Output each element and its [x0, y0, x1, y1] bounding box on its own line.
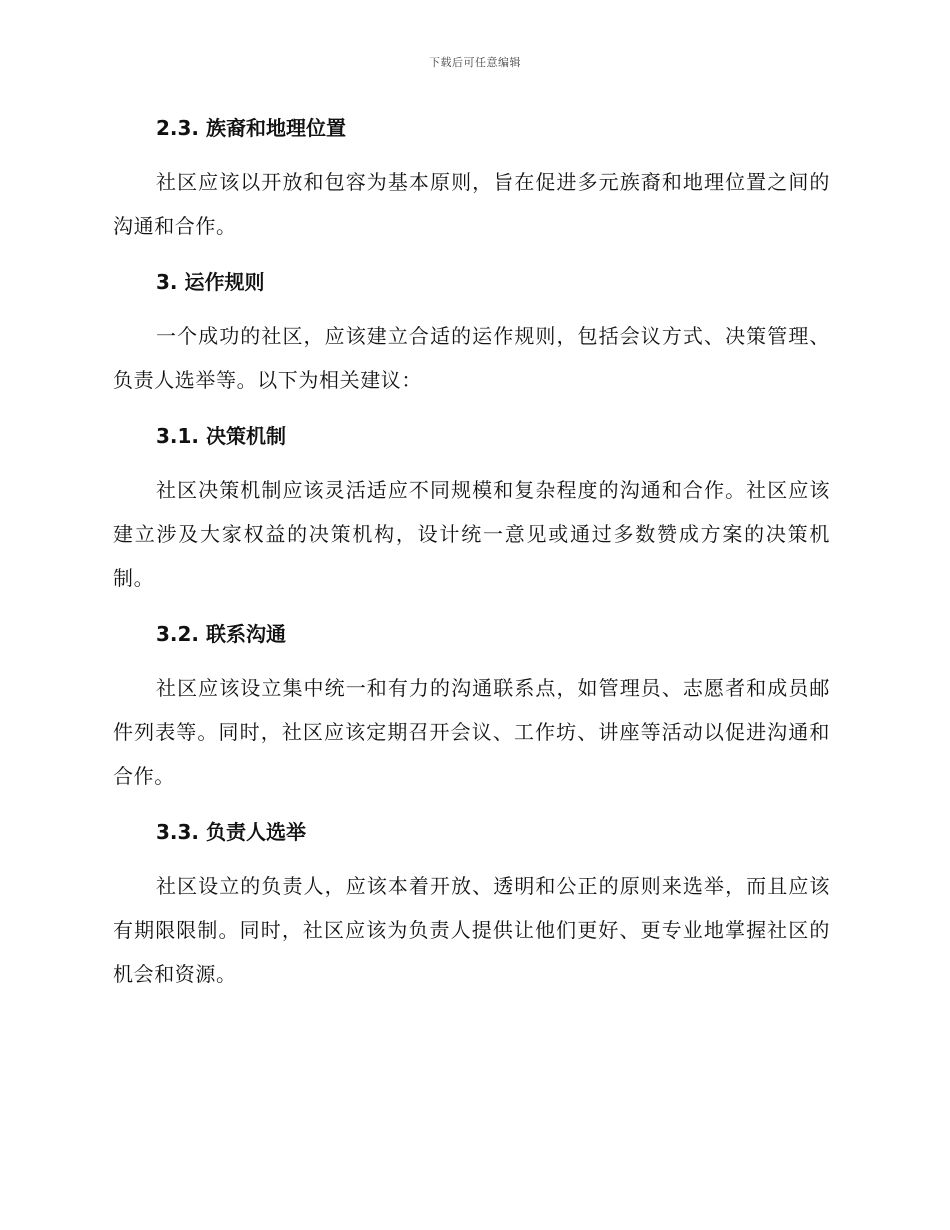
section-heading-3: 3. 运作规则 [156, 270, 265, 294]
section-heading-3-1: 3.1. 决策机制 [156, 424, 286, 448]
section-body-3-1: 社区决策机制应该灵活适应不同规模和复杂程度的沟通和合作。社区应该建立涉及大家权益的决策机构，设计统一意见或通过多数赞成方案的决策机制。 [113, 478, 830, 590]
page-header: 下载后可任意编辑 [429, 56, 521, 69]
section-body-3-2: 社区应该设立集中统一和有力的沟通联系点，如管理员、志愿者和成员邮件列表等。同时，社区应该定期召开会议、工作坊、讲座等活动以促进沟通和合作。 [113, 676, 830, 788]
section-body-3: 一个成功的社区，应该建立合适的运作规则，包括会议方式、决策管理、负责人选举等。以下为相关建议： [113, 324, 830, 392]
section-heading-3-3: 3.3. 负责人选举 [156, 820, 306, 844]
section-body-3-3: 社区设立的负责人，应该本着开放、透明和公正的原则来选举，而且应该有期限限制。同时，社区应该为负责人提供让他们更好、更专业地掌握社区的机会和资源。 [113, 874, 830, 986]
section-heading-3-2: 3.2. 联系沟通 [156, 622, 286, 646]
section-body-2-3: 社区应该以开放和包容为基本原则，旨在促进多元族裔和地理位置之间的沟通和合作。 [113, 170, 830, 238]
document-body [113, 112, 830, 996]
section-heading-2-3: 2.3. 族裔和地理位置 [156, 116, 346, 140]
